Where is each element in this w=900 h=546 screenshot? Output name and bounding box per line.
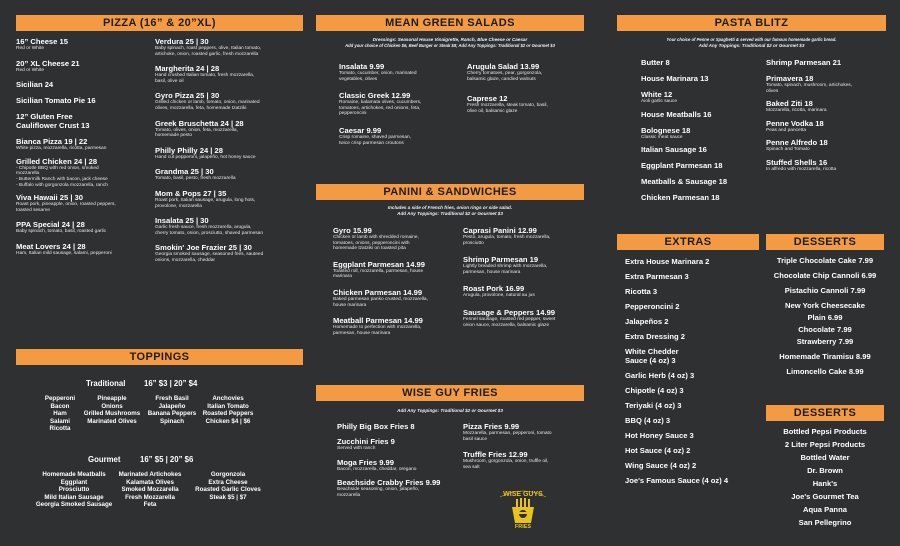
menu-item-desc: prosciutto (463, 240, 484, 246)
drink-item: Aqua Panna (803, 505, 847, 514)
topping: Prosciutto (58, 486, 90, 493)
menu-item-name: Zucchini Fries 9 (337, 437, 395, 446)
desserts-list (762, 256, 888, 376)
dessert-item: Limoncello Cake 8.99 (786, 367, 864, 376)
menu-item-name: House Marinara 13 (641, 74, 709, 83)
menu-item-name: Meatball Parmesan 14.99 (333, 316, 423, 326)
trad-col-1 (40, 395, 80, 433)
pasta-sub-line: Your choice of Penne or Spaghetti & served with our famous homemade garlic bread. (666, 37, 837, 42)
menu-item-desc: Classic meat sauce (641, 134, 683, 140)
salads-sub-line: Dressings: Seasonal House Vinaigrette, Ranch, Blue Cheese or Caesar (372, 37, 528, 42)
pasta-sub-line: Add Any Toppings: Traditional $2 or Gourmet $3 (698, 42, 805, 48)
drink-item: Dr. Brown (807, 466, 843, 475)
menu-item-desc: onions, mozzarella, cheddar (155, 257, 215, 263)
menu-item-name: Chicken Parmesan 14.99 (333, 287, 423, 297)
gourmet-price: 16” $5 | 20” $6 (140, 455, 194, 464)
menu-item-desc: Lightly breaded shrimp with mozzarella, (463, 264, 548, 270)
dessert-item: Chocolate 7.99 (798, 325, 852, 334)
topping: Anchovies (212, 395, 244, 402)
menu-item-name: Meat Lovers 24 | 28 (16, 241, 86, 251)
topping: Pepperoni (44, 395, 76, 402)
menu-item-desc: - Buttermilk Ranch with bacon, jack cheese (16, 176, 108, 182)
desserts-header: DESSERTS (766, 234, 884, 250)
salads-right-col (467, 62, 582, 114)
menu-item-name: Italian Sausage 16 (641, 145, 707, 155)
topping: Georgia Smoked Sausage (35, 501, 113, 508)
menu-item-desc: Roast pork, Italian sausage, arugula, long hots, (155, 197, 256, 203)
menu-item-name: Butter 8 (641, 58, 670, 67)
menu-item-name: Bianca Pizza 19 | 22 (16, 137, 88, 147)
dessert-item: Strawberry 7.99 (796, 337, 854, 346)
menu-item-desc: twice crisp parmesan croutons (339, 140, 404, 146)
topping: Roasted Peppers (202, 410, 254, 417)
topping: Chicken $4 | $6 (205, 417, 251, 425)
drink-item: Bottled Pepsi Products (783, 427, 867, 436)
menu-item-name: PPA Special 24 | 28 (16, 220, 85, 230)
extra-item: BBQ (4 oz) 3 (625, 416, 671, 425)
menu-item-name: Caprasi Panini 12.99 (463, 226, 537, 235)
menu-item-desc: Mozzarella, ricotta, marinara (766, 108, 827, 114)
menu-item-name: Chicken Parmesan 18 (641, 193, 720, 203)
menu-item-name: Verdura 25 | 30 (155, 37, 209, 46)
menu-item-desc: Grilled chicken or lamb, tomato, onion, marinated (155, 100, 260, 106)
topping: Marinated Artichokes (118, 471, 182, 478)
topping: Jalapeño (158, 402, 186, 410)
dessert-item: Pistachio Cannoli 7.99 (784, 286, 866, 295)
topping: Kalamata Olives (126, 478, 174, 486)
menu-item-name: Shrimp Parmesan 19 (463, 255, 539, 265)
menu-item-name: Classic Greek 12.99 (339, 91, 411, 101)
menu-item-desc: pepperoncini (339, 111, 367, 117)
menu-item-desc: parmesan, house marinara (333, 330, 391, 336)
pizza-header: PIZZA (16” & 20”XL) (16, 15, 303, 31)
menu-item-name: Insalata 25 | 30 (155, 216, 209, 226)
fries-sub (316, 408, 584, 414)
menu-item-desc: Baby spinach, roast peppers, olive, Italian tomato, (155, 46, 262, 51)
topping: Spinach (159, 417, 185, 425)
menu-item-name: Grandma 25 | 30 (155, 167, 214, 177)
salads-sub-line: Add your choice of Chicken $6, Beef Burger or Steak $8; Add Any Toppings: Traditional $2 or Gourmet $3 (345, 42, 555, 48)
menu-item-desc: Fennel sausage, roasted red pepper, sweet (463, 316, 556, 322)
menu-item-desc: house marinara (333, 302, 367, 308)
menu-item-name: Pizza Fries 9.99 (463, 422, 520, 431)
topping: Homemade Meatballs (42, 471, 106, 478)
wise-guys-logo (494, 487, 552, 529)
pasta-left-col (641, 58, 761, 202)
menu-item-desc: Tomato, spinach, mushroom, artichokes, (766, 83, 853, 88)
menu-item-desc: vegetables, olives (339, 76, 378, 82)
menu-item-name: Beachside Crabby Fries 9.99 (337, 478, 441, 488)
extra-item: Extra Parmesan 3 (625, 272, 689, 281)
menu-item-name: Smokin' Joe Frazier 25 | 30 (155, 243, 252, 253)
pasta-right-col (766, 58, 884, 173)
menu-item-name: Penne Vodka 18 (766, 118, 824, 128)
dessert-item: Triple Chocolate Cake 7.99 (776, 256, 874, 265)
menu-item-name: Arugula Salad 13.99 (467, 62, 540, 71)
extras-list (625, 257, 759, 485)
extra-item: White Chedder (625, 347, 679, 356)
topping: Steak $5 | $7 (209, 493, 247, 501)
panini-left-col (333, 226, 463, 336)
traditional-label: Traditional (86, 379, 126, 388)
pizza-right-col (155, 37, 305, 264)
pasta-header: PASTA BLITZ (617, 15, 886, 31)
menu-item-desc: Tomato, basil, pesto, fresh mozzarella (155, 176, 236, 182)
topping: Gorgonzola (210, 471, 246, 478)
drink-item: Hank's (812, 479, 838, 488)
drinks-header: DESSERTS (766, 405, 884, 421)
menu-item-name: Eggplant Parmesan 18 (641, 161, 723, 171)
menu-item-desc: toasted sesame (16, 207, 50, 213)
menu-item-desc: sea salt (463, 464, 480, 470)
fries-box-icon (494, 487, 552, 529)
menu-item-desc: provolone, mozzarella (155, 203, 202, 209)
logo-top-text: WISE GUYS (503, 491, 543, 498)
menu-item-name: Philly Philly 24 | 28 (155, 145, 223, 155)
extra-item: Sauce (4 oz) 3 (625, 356, 676, 365)
menu-item-name: Gyro Pizza 25 | 30 (155, 91, 220, 101)
topping: Mild Italian Sausage (44, 493, 104, 501)
menu-item-name: Caesar 9.99 (339, 125, 382, 135)
drink-item: San Pellegrino (798, 518, 852, 527)
menu-item-desc: mozzarella (16, 171, 40, 177)
menu-item-name: Primavera 18 (766, 74, 814, 83)
menu-item-desc: Spinach and Tomato (766, 147, 810, 153)
extra-item: Extra House Marinara 2 (625, 257, 710, 266)
topping: Onions (101, 402, 123, 410)
panini-header: PANINI & SANDWICHES (316, 184, 584, 200)
menu-item-desc: Pesto, arugula, tomato, fresh mozzarella, (463, 235, 551, 240)
menu-item-name: Margherita 24 | 28 (155, 64, 220, 74)
topping: Bacon (50, 402, 70, 410)
menu-item-desc: Hand crushed Italian tomato, fresh mozzarella, (155, 73, 255, 79)
menu-item-desc: In alfredo with mozzarella, ricotta (766, 166, 837, 172)
menu-item-desc: Georgia smoked sausage, seasoned fries, sauteed (155, 252, 264, 258)
menu-item-desc: Cherry tomatoes, pear, gorgonzola, (467, 71, 543, 76)
menu-item-desc: Garlic fresh sauce, fresh mozzarella, arugula, (155, 225, 252, 231)
menu-item-name: Sicilian Tomato Pie 16 (16, 96, 96, 106)
menu-item-name: Roast Pork 16.99 (463, 284, 525, 294)
salads-header: MEAN GREEN SALADS (316, 15, 584, 31)
extras-header: EXTRAS (617, 234, 759, 250)
menu-item-name: House Meatballs 16 (641, 109, 712, 119)
extra-item: Teriyaki (4 oz) 3 (625, 401, 682, 410)
topping: Ham (53, 410, 67, 417)
menu-item-desc: olives, mozzarella, feta, homemade tzatziki (155, 105, 247, 111)
menu-item-desc: cherry tomato, onion, prosciutto, shaved parmesan (155, 230, 263, 236)
fries-header: WISE GUY FRIES (316, 385, 584, 401)
salads-sub (316, 37, 584, 48)
menu-item-name: Eggplant Parmesan 14.99 (333, 259, 426, 269)
menu-item-name: Meatballs & Sausage 18 (641, 177, 728, 187)
menu-item-desc: Romaine, kalamata olives, cucumbers, (339, 100, 422, 106)
topping: Grilled Mushrooms (83, 410, 141, 417)
menu-item-desc: tomatoes, artichokes, red onions, feta, (339, 105, 421, 111)
menu-item-desc: Hand cut pepperoni, jalapeño, hot honey sauce (155, 154, 256, 160)
fries-right-col (463, 422, 583, 470)
drink-item: Bottled Water (800, 453, 850, 462)
menu-item-name: Cauliflower Crust 13 (16, 121, 90, 131)
topping: Ricotta (49, 425, 71, 432)
menu-item-name: Baked Ziti 18 (766, 99, 813, 109)
extra-item: Garlic Herb (4 oz) 3 (625, 371, 695, 380)
menu-item-name: Gyro 15.99 (333, 226, 372, 235)
topping: Pineapple (97, 395, 127, 402)
menu-item-desc: Mushroom, gorgonzola, onion, truffle oil, (463, 459, 549, 465)
menu-item-name: Greek Bruschetta 24 | 28 (155, 118, 244, 128)
menu-item-desc: Baby spinach, tomato, basil, roasted garlic (16, 229, 107, 235)
menu-item-desc: Tomato, olives, onion, feta, mozzarella, (155, 127, 238, 133)
menu-item-name: 16” Cheese 15 (16, 37, 68, 46)
menu-item-desc: Beachside seasoning, onion, jalapeño, (337, 487, 420, 493)
menu-item-desc: Toasted roll, mozzarella, parmesan, house (333, 268, 424, 274)
menu-item-desc: balsamic glaze, candied walnuts (467, 76, 536, 82)
menu-item-desc: homemade tzatziki on toasted pita (333, 246, 406, 252)
menu-item-desc: - Buffalo with gorgonzola mozzarella, ranch (16, 182, 108, 188)
menu-item-desc: Red or White (16, 67, 44, 73)
menu-item-name: Shrimp Parmesan 21 (766, 58, 842, 67)
menu-item-desc: Ham, Italian mild sausage, salami, pepperoni (16, 250, 112, 256)
menu-item-desc: homemade pesto (155, 133, 193, 139)
extra-item: Wing Sauce (4 oz) 2 (625, 461, 697, 470)
menu-item-name: 20” XL Cheese 21 (16, 58, 80, 68)
dessert-item: Plain 6.99 (807, 313, 843, 322)
gour-col-3 (190, 471, 266, 501)
topping: Fresh Mozzarella (125, 493, 175, 501)
menu-item-name: 12” Gluten Free (16, 112, 73, 122)
extra-item: Joe's Famous Sauce (4 oz) 4 (625, 476, 729, 485)
menu-item-desc: Served with ranch (337, 446, 376, 451)
menu-item-desc: Red or White (16, 46, 44, 51)
gourmet-label: Gourmet (88, 455, 121, 464)
menu-item-name: Truffle Fries 12.99 (463, 450, 528, 460)
menu-item-name: Caprese 12 (467, 94, 508, 104)
menu-item-desc: - Chipotle BBQ with red onion, smoked (16, 165, 99, 171)
menu-item-desc: Tomato, cucumber, onion, marinated (339, 71, 417, 76)
topping: Roasted Garlic Cloves (195, 486, 261, 493)
menu-item-desc: Bacon, mozzarella, cheddar, oregano (337, 466, 417, 472)
menu-item-desc: artichoke, onion, roasted garlic, fresh mozzarella (155, 51, 259, 57)
traditional-price: 16” $3 | 20” $4 (144, 379, 198, 388)
dessert-item: Chocolate Chip Cannoli 6.99 (773, 271, 877, 280)
menu-item-desc: Aioli garlic sauce (641, 99, 677, 104)
drink-item: 2 Liter Pepsi Products (784, 440, 866, 449)
menu-item-desc: Chicken or lamb with shredded romaine, (333, 235, 419, 240)
menu-item-name: Sicilian 24 (16, 80, 54, 90)
menu-item-name: Stuffed Shells 16 (766, 157, 828, 167)
menu-item-desc: Homemade to perfection with mozzarella, (333, 325, 422, 331)
menu-item-desc: mozzarella (337, 492, 361, 498)
panini-sub (316, 205, 584, 216)
topping: Fresh Basil (155, 395, 189, 402)
drinks-list (762, 427, 888, 527)
gour-col-1 (34, 471, 114, 509)
panini-sub-line: Includes a side of French fries, onion rings or side salad. (387, 205, 513, 210)
menu-item-name: White 12 (641, 90, 673, 99)
extra-item: Jalapeños 2 (625, 317, 669, 326)
trad-col-2 (82, 395, 142, 425)
topping: Feta (143, 501, 157, 508)
dessert-item: Homemade Tiramisu 8.99 (779, 352, 871, 361)
menu-item-name: Sausage & Peppers 14.99 (463, 307, 556, 317)
menu-item-name: Mom & Pops 27 | 35 (155, 188, 227, 198)
menu-item-desc: Roast pork, pineapple, onion, roasted peppers, (16, 202, 116, 208)
topping: Banana Peppers (147, 410, 197, 417)
toppings-header: TOPPINGS (16, 349, 303, 365)
topping: Extra Cheese (208, 478, 248, 486)
menu-item-name: Insalata 9.99 (339, 62, 385, 71)
topping: Italian Tomato (207, 402, 249, 410)
menu-item-desc: Mozzarella, parmesan, pepperoni, tomato (463, 431, 552, 436)
panini-sub-line: Add Any Toppings: Traditional $2 or Gourmet $3 (397, 210, 503, 216)
topping: Eggplant (60, 478, 88, 486)
menu-item-desc: parmesan, house marinara (463, 269, 521, 275)
topping: Salami (50, 417, 70, 425)
menu-item-desc: Baked parmesan panko crusted, mozzarella, (333, 296, 428, 302)
menu-item-name: Philly Big Box Fries 8 (337, 422, 415, 431)
dessert-item: New York Cheesecake (785, 301, 865, 310)
menu-item-name: Moga Fries 9.99 (337, 457, 394, 467)
trad-col-3 (144, 395, 200, 425)
menu-item-desc: olive oil, balsamic glaze (467, 108, 518, 114)
panini-right-col (463, 226, 583, 328)
logo-bottom-text: FRIES (514, 524, 532, 529)
extra-item: Chipotle (4 oz) 3 (625, 386, 684, 395)
menu-item-name: Bolognese 18 (641, 125, 691, 135)
menu-item-name: Grilled Chicken 24 | 28 (16, 156, 98, 166)
topping: Smoked Mozzarella (121, 486, 179, 493)
extra-item: Ricotta 3 (625, 287, 658, 296)
salads-left-col (339, 62, 467, 146)
gour-col-2 (114, 471, 186, 509)
menu-item-desc: Arugula, provolone, natural au jus (463, 293, 535, 299)
menu-item-name: Viva Hawaii 25 | 30 (16, 193, 83, 203)
menu-item-desc: onion sauce, mozzarella, balsamic glaze (463, 322, 550, 328)
pasta-sub (617, 37, 886, 48)
menu-item-desc: Fresh mozzarella, steak tomato, basil, (467, 103, 548, 109)
menu-item-desc: olives (766, 88, 779, 94)
menu-item-desc: basil, olive oil (155, 78, 184, 84)
topping: Marinated Olives (87, 417, 137, 425)
trad-col-4 (200, 395, 256, 425)
menu-item-desc: White pizza, mozzarella, ricotta, parmesan (16, 146, 107, 152)
drink-item: Joe's Gourmet Tea (791, 492, 859, 501)
menu-item-desc: tomatoes, onions, pepperoncini with (333, 240, 410, 246)
extra-item: Extra Dressing 2 (625, 332, 685, 341)
fries-left-col (337, 422, 467, 498)
extra-item: Hot Sauce (4 oz) 2 (625, 446, 691, 455)
fries-sub-line: Add Any Toppings: Traditional $2 or Gourmet $3 (397, 408, 503, 413)
menu-item-desc: Peas and pancetta (766, 127, 807, 133)
pizza-left-col (16, 37, 156, 257)
menu-item-desc: basil sauce (463, 436, 487, 442)
menu-item-desc: Crisp romaine, shaved parmesan, (339, 134, 411, 140)
menu-item-name: Penne Alfredo 18 (766, 138, 828, 148)
extra-item: Pepperoncini 2 (625, 302, 680, 311)
menu-item-desc: marinara (333, 274, 352, 280)
extra-item: Hot Honey Sauce 3 (625, 431, 694, 440)
